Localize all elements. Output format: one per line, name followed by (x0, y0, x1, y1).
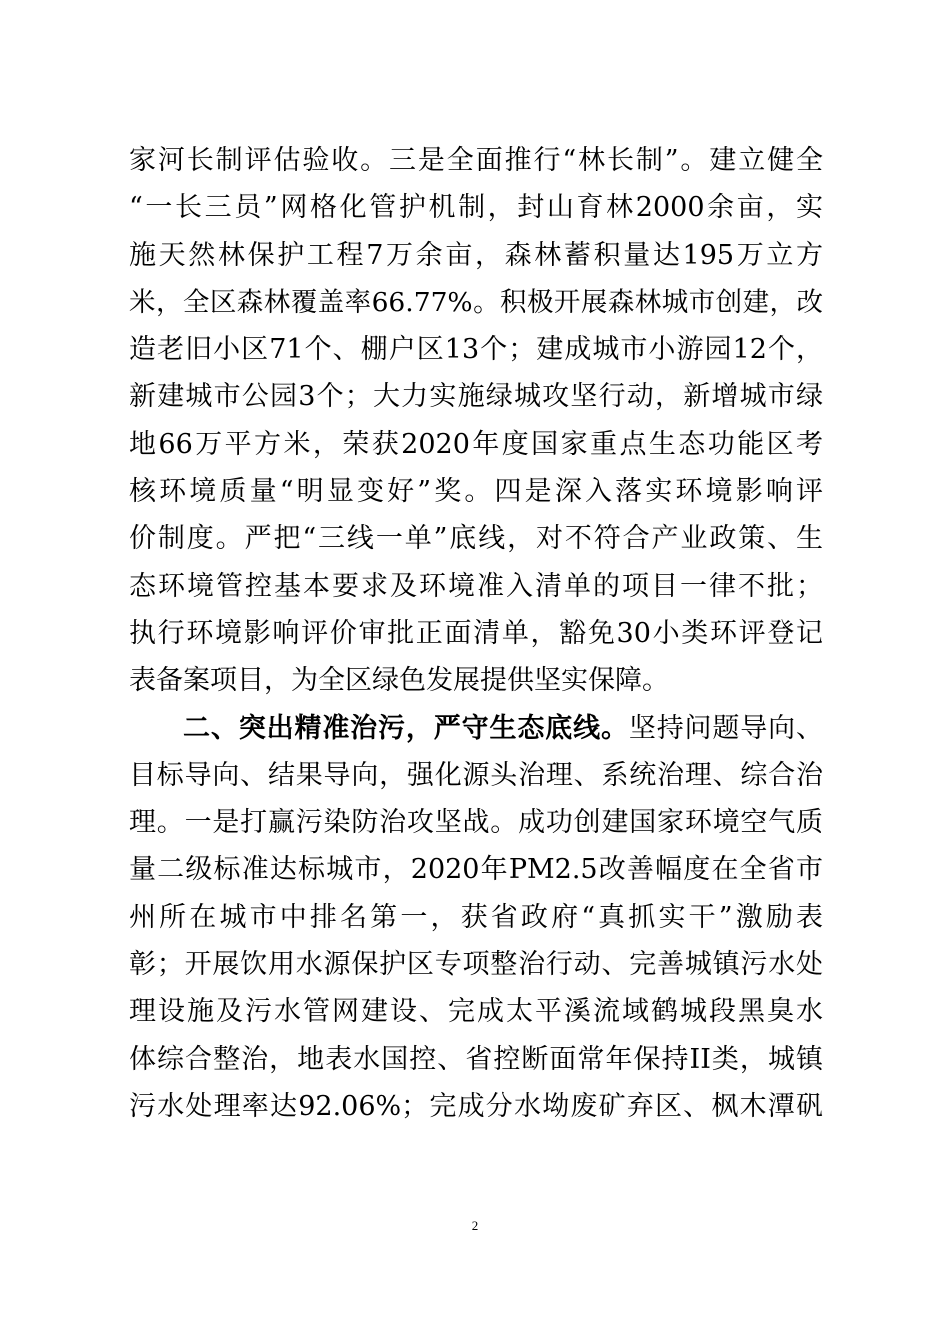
paragraph-first-line (129, 705, 823, 752)
paragraph-line: “一长三员”网格化管护机制，封山育林2000余亩，实 (129, 192, 823, 224)
paragraph-line: 执行环境影响评价审批正面清单，豁免30小类环评登记 (129, 617, 823, 649)
section-heading: 二、突出精准治污，严守生态底线。 (183, 712, 629, 744)
paragraph-line: 表备案项目，为全区绿色发展提供坚实保障。 (129, 665, 669, 697)
paragraph-line: 量二级标准达标城市，2020年PM2.5改善幅度在全省市 (129, 854, 823, 886)
paragraph-1 (129, 137, 823, 705)
paragraph-line: 施天然林保护工程7万余亩，森林蓄积量达195万立方 (129, 239, 823, 271)
paragraph-line: 体综合整治，地表水国控、省控断面常年保持II类，城镇 (129, 1043, 823, 1075)
paragraph-line: 地66万平方米，荣获2020年度国家重点生态功能区考 (129, 428, 823, 460)
paragraph-2 (129, 705, 823, 1131)
paragraph-line-rest: 坚持问题导向、 (628, 712, 823, 744)
paragraph-line: 彰；开展饮用水源保护区专项整治行动、完善城镇污水处 (129, 949, 823, 981)
paragraph-line: 价制度。严把“三线一单”底线，对不符合产业政策、生 (129, 523, 823, 555)
paragraph-line: 造老旧小区71个、棚户区13个；建成城市小游园12个， (129, 334, 823, 366)
paragraph-line: 米，全区森林覆盖率66.77%。积极开展森林城市创建，改 (129, 286, 823, 318)
paragraph-line: 理。一是打赢污染防治攻坚战。成功创建国家环境空气质 (129, 807, 823, 839)
paragraph-line: 家河长制评估验收。三是全面推行“林长制”。建立健全 (129, 145, 823, 176)
paragraph-line: 州所在城市中排名第一，获省政府“真抓实干”激励表 (129, 901, 823, 933)
page-number: 2 (471, 1218, 479, 1233)
paragraph-line: 目标导向、结果导向，强化源头治理、系统治理、综合治 (129, 759, 823, 791)
paragraph-line: 污水处理率达92.06%；完成分水坳废矿弃区、枫木潭矾 (129, 1090, 823, 1122)
paragraph-line: 理设施及污水管网建设、完成太平溪流域鹤城段黑臭水 (129, 996, 823, 1028)
paragraph-line: 核环境质量“明显变好”奖。四是深入落实环境影响评 (129, 476, 823, 508)
paragraph-line: 新建城市公园3个；大力实施绿城攻坚行动，新增城市绿 (129, 381, 823, 413)
paragraph-line: 态环境管控基本要求及环境准入清单的项目一律不批； (129, 570, 823, 602)
body-text (129, 137, 823, 1130)
